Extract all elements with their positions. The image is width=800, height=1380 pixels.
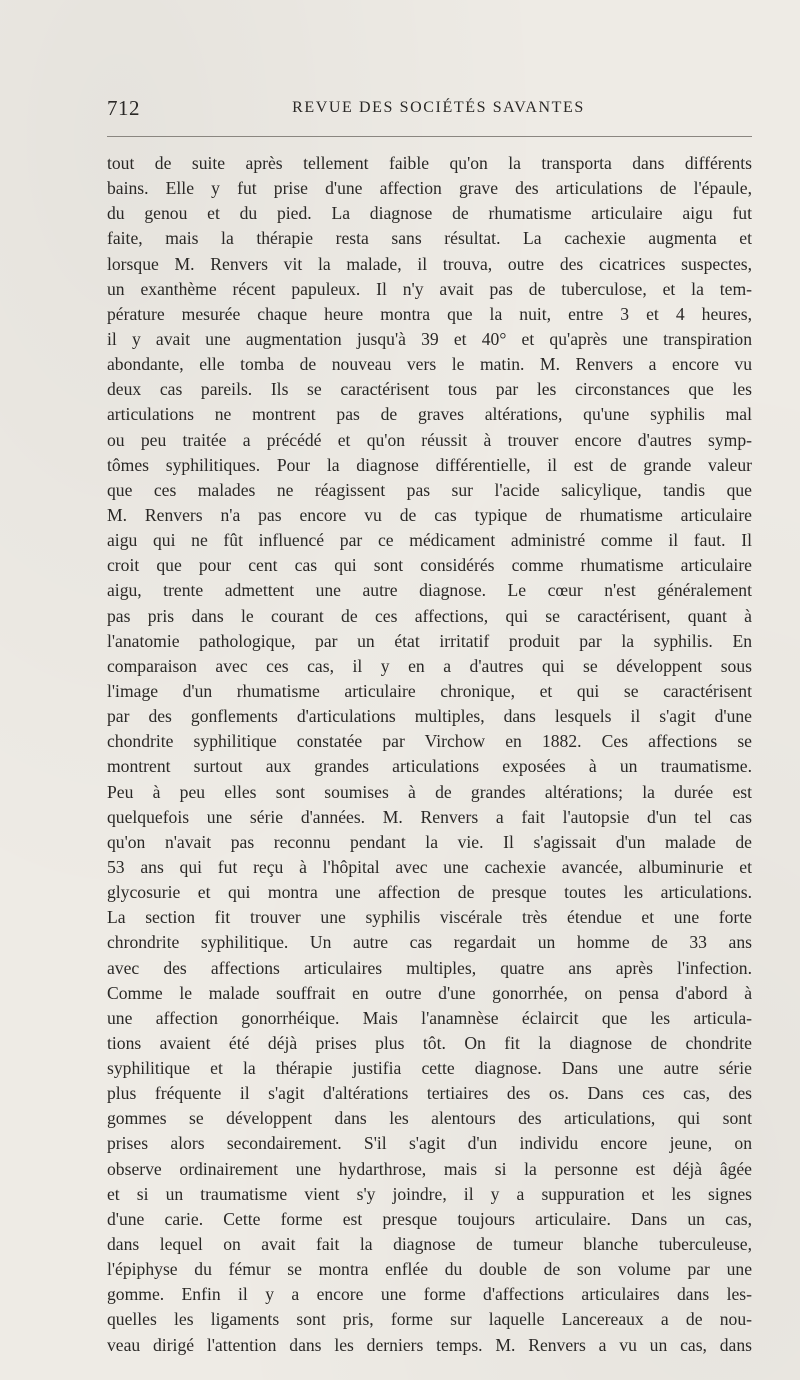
text-line: Peu à peu elles sont soumises à de grandes altérations; la durée est <box>107 781 752 802</box>
text-line: ou peu traitée a précédé et qu'on réussit à trouver encore d'autres symp- <box>107 429 752 450</box>
text-line: du genou et du pied. La diagnose de rhumatisme articulaire aigu fut <box>107 203 752 224</box>
page-header <box>107 96 752 124</box>
body-text <box>107 151 752 1358</box>
text-line: chondrite syphilitique constatée par Virchow en 1882. Ces affections se <box>107 731 752 752</box>
text-line: comparaison avec ces cas, il y en a d'autres qui se développent sous <box>107 655 752 676</box>
text-line: dans lequel on avait fait la diagnose de tumeur blanche tuberculeuse, <box>107 1234 752 1255</box>
text-line: tions avaient été déjà prises plus tôt. On fit la diagnose de chondrite <box>107 1032 752 1053</box>
text-line: l'épiphyse du fémur se montra enflée du double de son volume par une <box>107 1259 752 1280</box>
text-line: et si un traumatisme vient s'y joindre, il y a suppuration et les signes <box>107 1183 752 1204</box>
text-line: pérature mesurée chaque heure montra que la nuit, entre 3 et 4 heures, <box>107 303 752 324</box>
text-line: montrent surtout aux grandes articulations exposées à un traumatisme. <box>107 756 752 777</box>
text-line: veau dirigé l'attention dans les derniers temps. M. Renvers a vu un cas, dans <box>107 1334 752 1355</box>
text-line: l'anatomie pathologique, par un état irritatif produit par la syphilis. En <box>107 630 752 651</box>
text-line: que ces malades ne réagissent pas sur l'acide salicylique, tandis que <box>107 479 752 500</box>
text-line: articulations ne montrent pas de graves altérations, qu'une syphilis mal <box>107 404 752 425</box>
page-number: 712 <box>107 96 140 120</box>
text-line: qu'on n'avait pas reconnu pendant la vie. Il s'agissait d'un malade de <box>107 831 752 852</box>
text-line: il y avait une augmentation jusqu'à 39 et 40° et qu'après une transpiration <box>107 328 752 349</box>
text-line: un exanthème récent papuleux. Il n'y avait pas de tuberculose, et la tem- <box>107 278 752 299</box>
text-line: chrondrite syphilitique. Un autre cas regardait un homme de 33 ans <box>107 932 752 953</box>
text-line: observe ordinairement une hydarthrose, mais si la personne est déjà âgée <box>107 1158 752 1179</box>
text-line: syphilitique et la thérapie justifia cette diagnose. Dans une autre série <box>107 1058 752 1079</box>
text-line: tout de suite après tellement faible qu'on la transporta dans différents <box>107 153 752 173</box>
text-line: avec des affections articulaires multiples, quatre ans après l'infection. <box>107 957 752 978</box>
text-line: quelquefois une série d'années. M. Renvers a fait l'autopsie d'un tel cas <box>107 806 752 827</box>
text-line: La section fit trouver une syphilis viscérale très étendue et une forte <box>107 907 752 928</box>
text-line: prises alors secondairement. S'il s'agit d'un individu encore jeune, on <box>107 1133 752 1154</box>
text-line: gommes se développent dans les alentours des articulations, qui sont <box>107 1108 752 1129</box>
text-line: faite, mais la thérapie resta sans résultat. La cachexie augmenta et <box>107 228 752 249</box>
header-rule <box>107 136 752 137</box>
text-line: M. Renvers n'a pas encore vu de cas typique de rhumatisme articulaire <box>107 504 752 525</box>
text-line: gomme. Enfin il y a encore une forme d'affections articulaires dans les- <box>107 1284 752 1305</box>
text-line: croit que pour cent cas qui sont considérés comme rhumatisme articulaire <box>107 555 752 576</box>
running-title: REVUE DES SOCIÉTÉS SAVANTES <box>292 99 585 116</box>
text-line: bains. Elle y fut prise d'une affection grave des articulations de l'épaule, <box>107 178 752 199</box>
text-line: une affection gonorrhéique. Mais l'anamnèse éclaircit que les articula- <box>107 1007 752 1028</box>
text-line: 53 ans qui fut reçu à l'hôpital avec une cachexie avancée, albuminurie et <box>107 856 752 877</box>
text-line: glycosurie et qui montra une affection de presque toutes les articulations. <box>107 882 752 903</box>
text-line: lorsque M. Renvers vit la malade, il trouva, outre des cicatrices suspectes, <box>107 253 752 274</box>
text-line: quelles les ligaments sont pris, forme sur laquelle Lancereaux a de nou- <box>107 1309 752 1330</box>
text-line: l'image d'un rhumatisme articulaire chronique, et qui se caractérisent <box>107 680 752 701</box>
text-line: aigu, trente admettent une autre diagnose. Le cœur n'est généralement <box>107 580 752 601</box>
text-line: d'une carie. Cette forme est presque toujours articulaire. Dans un cas, <box>107 1208 752 1229</box>
text-line: deux cas pareils. Ils se caractérisent tous par les circonstances que les <box>107 379 752 400</box>
text-line: aigu qui ne fût influencé par ce médicament administré comme il faut. Il <box>107 530 752 551</box>
text-line: abondante, elle tomba de nouveau vers le matin. M. Renvers a encore vu <box>107 354 752 375</box>
text-line: plus fréquente il s'agit d'altérations tertiaires des os. Dans ces cas, des <box>107 1083 752 1104</box>
text-line: Comme le malade souffrait en outre d'une gonorrhée, on pensa d'abord à <box>107 982 752 1003</box>
text-line: tômes syphilitiques. Pour la diagnose différentielle, il est de grande valeur <box>107 454 752 475</box>
text-line: par des gonflements d'articulations multiples, dans lesquels il s'agit d'une <box>107 706 752 727</box>
text-line: pas pris dans le courant de ces affections, qui se caractérisent, quant à <box>107 605 752 626</box>
